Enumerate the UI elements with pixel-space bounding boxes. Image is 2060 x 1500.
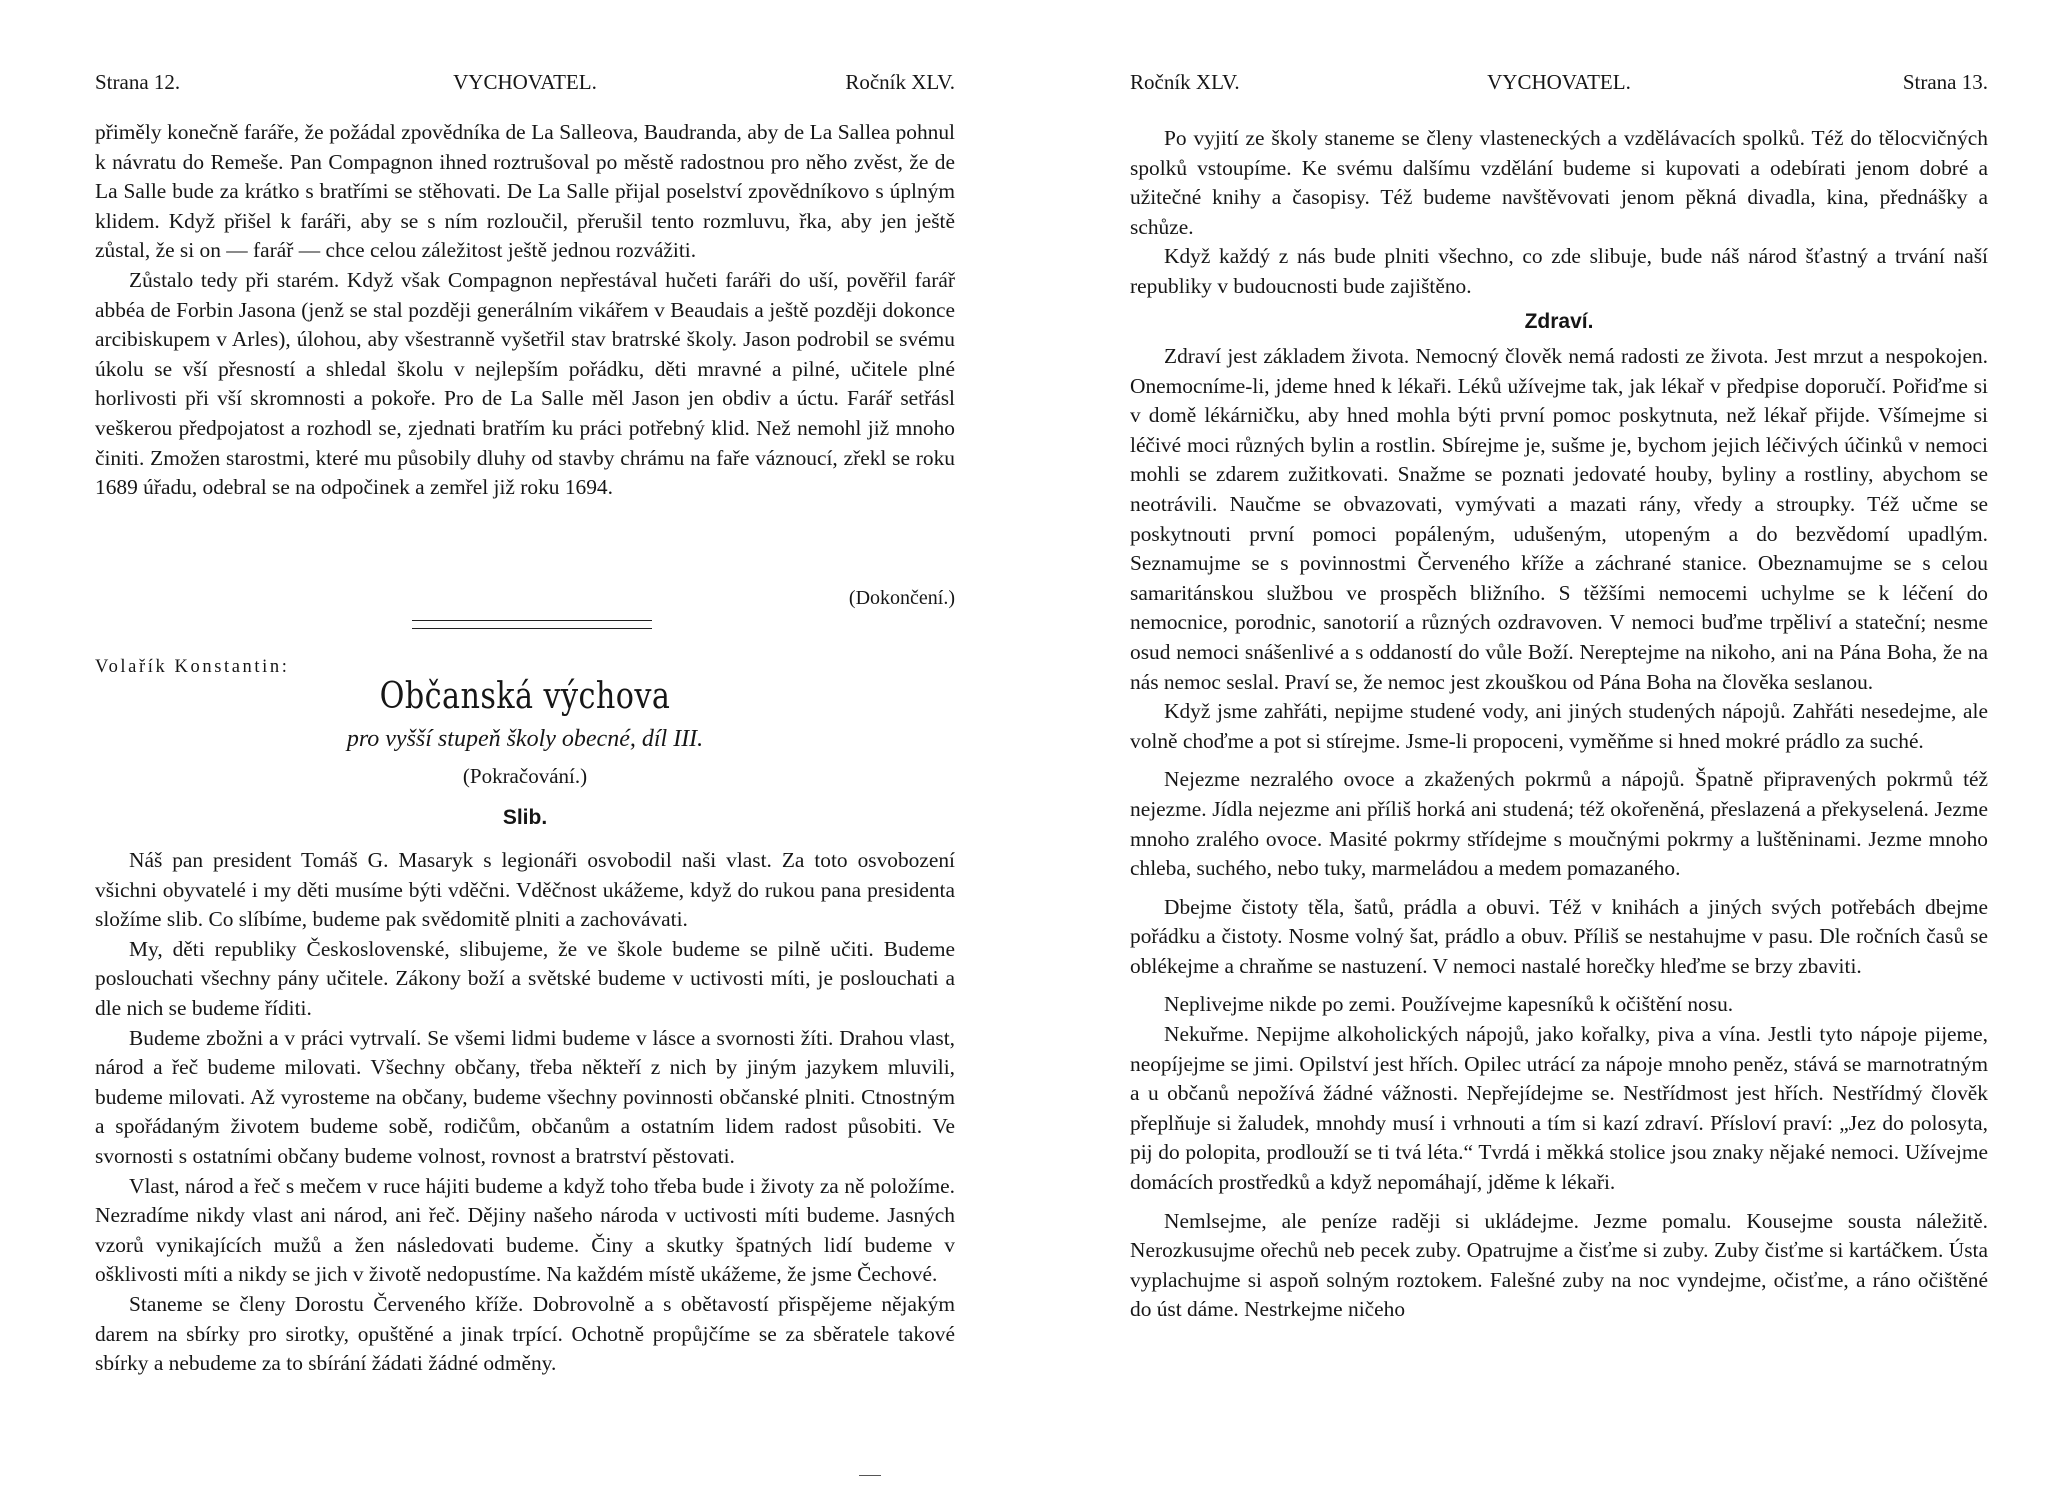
section-title: Slib.: [502, 806, 548, 829]
running-head-right: [1130, 70, 1988, 100]
article-subtitle: pro vyšší stupeň školy obecné, díl III.: [346, 726, 704, 752]
paragraph: My, děti republiky Československé, slibujeme, že ve škole budeme se pilně učiti. Budeme poslouchati všechny pány učitele. Zákony boží a světské budeme v uctivosti míti, je poslouchati a dle nich se budeme říditi.: [95, 936, 955, 1020]
running-head-left: [95, 70, 955, 100]
article-title: Občanská výchova: [379, 676, 671, 717]
slib-section: [95, 846, 955, 1379]
paragraph: Vlast, národ a řeč s mečem v ruce hájiti budeme a když toho třeba bude i životy za ně položíme. Nezradíme nikdy vlast ani národ, ani řeč. Dějiny našeho národa v uctivosti míti budeme. Jasných vzorů vynikajících mužů a žen následovati budeme. Činy a skutky špatných lidí budeme v ošklivosti míti a nikdy se jich v životě nedopustíme. Na každém místě ukážeme, že jsme Čechové.: [95, 1173, 955, 1287]
paragraph: Nejezme nezralého ovoce a zkažených pokrmů a nápojů. Špatně připravených pokrmů též nejezme. Jídla nejezme ani příliš horká ani studená; též okořeněná, přeslazená a překyselená. Jezme mnoho zralého ovoce. Masité pokrmy střídejme s moučnými pokrmy a luštěninami. Jezme mnoho chleba, suchého, nebo tuky, marmeládou a medem pomazaného.: [1130, 767, 1988, 881]
page-number: Strana 12.: [95, 70, 181, 94]
paragraph: Náš pan president Tomáš G. Masaryk s legionáři osvobodil naši vlast. Za toto osvobození všichni obyvatelé i my děti musíme býti vděčni. Vděčnost ukážeme, když do rukou pana presidenta složíme slib. Co slíbíme, budeme pak svědomitě plniti a zachovávati.: [95, 848, 955, 932]
volume-label: Ročník XLV.: [1130, 70, 1240, 94]
volume-label: Ročník XLV.: [845, 70, 955, 94]
paragraph: Když jsme zahřáti, nepijme studené vody, ani jiných studených nápojů. Zahřáti nesedejme, ale volně choďme a pot si stírejme. Jsme-li propoceni, vyměňme si hned mokré prádlo za suché.: [1130, 699, 1988, 753]
paragraph: Nemlsejme, ale peníze raději si ukládejme. Jezme pomalu. Kousejme sousta náležitě. Nerozkusujme ořechů neb pecek zuby. Opatrujme a čisťme si zuby. Zuby čisťme si kartáčkem. Ústa vyplachujme si aspoň solným roztokem. Falešné zuby na noc vyndejme, očisťme, a ráno očištěné do úst dáme. Nestrkejme ničeho: [1130, 1208, 1988, 1322]
paragraph: Nekuřme. Nepijme alkoholických nápojů, jako kořalky, piva a vína. Jestli tyto nápoje pijeme, neopíjejme se jimi. Opilství jest hřích. Opilec utrácí za nápoje mnoho peněz, stává se marnotratným a u občanů nepožívá žádné vážnosti. Nepřejídejme se. Nestřídmost jest hřích. Nestřídmý člověk přeplňuje si žaludek, mnohdy musí i vrhnouti a tím si kazí zdraví. Přísloví praví: „Jez do polosyta, pij do polopita, prodlouží se ti tvá léta.“ Tvrdá i měkká stolice jsou znaky nějaké nemoci. Užívejme domácích prostředků a když nepomáhají, jděme k lékaři.: [1130, 1022, 1988, 1195]
paragraph: Neplivejme nikde po zemi. Používejme kapesníků k očištění nosu.: [1164, 992, 1734, 1017]
paragraph: Po vyjití ze školy staneme se členy vlasteneckých a vzdělávacích spolků. Též do tělocvičných spolků vstoupíme. Ke svému dalšímu vzdělání budeme si kupovati a odebírati jenom dobré a užitečné knihy a časopisy. Též budeme navštěvovati jenom pěkná divadla, kina, přednášky a schůze.: [1130, 126, 1988, 239]
continued-article: [95, 118, 955, 503]
paragraph: Když každý z nás bude plniti všechno, co zde slibuje, bude náš národ šťastný a trvání naší republiky v budoucnosti bude zajištěno.: [1130, 244, 1988, 298]
continuation-note: (Pokračování.): [462, 764, 588, 788]
paragraph: Zdraví jest základem života. Nemocný člověk nemá radosti ze života. Jest mrzut a nespokojen. Onemocníme-li, jdeme hned k lékaři. Léků užívejme tak, jak lékař v předpise doporučí. Pořiďme si v domě lékárničku, aby hned mohla býti první pomoc poskytnuta, než lékař přijde. Všímejme si léčivé moci různých bylin a rostlin. Sbírejme je, sušme je, bychom jejich léčivých účinků v nemoci mohli se zdarem zužitkovati. Snažme se poznati jedovaté houby, byliny a rostliny, abychom se neotrávili. Naučme se obvazovati, vymývati a mazati rány, vředy a stroupky. Též učme se poskytnouti první pomoci popáleným, udušeným, utopeným a do bezvědomí upadlým. Seznamujme se s povinnostmi Červeného kříže a záchrané stanice. Obeznamujme se s celou samaritánskou službou ve prospěch bližního. S těžšími nemocemi uchylme se k léčení do nemocnice, porodnic, sanotorií a různých ozdravoven. V nemoci buďme trpěliví a stateční; nesme osud nemoci snášenlivé a s oddaností do vůle Boží. Nereptejme na nikoho, ani na Pána Boha, že na nás nemoc seslal. Praví se, že nemoc jest zkouškou od Pána Boha na člověka seslanou.: [1130, 344, 1988, 694]
oath-continuation: [1130, 124, 1988, 302]
author-name: Volařík Konstantin:: [95, 657, 290, 677]
paragraph: Zůstalo tedy při starém. Když však Compagnon nepřestával hučeti faráři do uší, pověřil farář abbéa de Forbin Jasona (jenž se stal později generálním vikářem v Beaudais a ještě později dokonce arcibiskupem v Arles), úlohou, aby všestranně vyšetřil stav bratrské školy. Jason podrobil se svému úkolu se vší přesností a shledal školu v nejlepším pořádku, děti mravné a pilné, učitele plné horlivosti při vší skromnosti a pokoře. Pro de La Salle měl Jason jen obdiv a úctu. Farář setřásl veškerou předpojatost a rozhodl se, zjednati bratřím ku práci potřebný klid. Než nemohl již mnoho činiti. Zmožen starostmi, které mu působily dluhy od stavby chrámu na faře váznoucí, zřekl se roku 1689 úřadu, odebral se na odpočinek a zemřel již roku 1694.: [95, 267, 955, 500]
paragraph: Dbejme čistoty těla, šatů, prádla a obuvi. Též v knihách a jiných svých potřebách dbejme pořádku a čistoty. Nosme volný šat, prádlo a obuv. Příliš se nestahujme v pasu. Dle ročních časů se oblékejme a chraňme se nastuzení. V nemoci nastalé horečky hleďme se brzy zbaviti.: [1130, 894, 1988, 978]
print-mark: [859, 1475, 881, 1476]
paragraph: Budeme zbožni a v práci vytrvalí. Se všemi lidmi budeme v lásce a svornosti žíti. Drahou vlast, národ a řeč budeme milovati. Všechny občany, třeba někteří z nich by jiným jazykem mluvili, budeme milovati. Až vyrosteme na občany, budeme všechny povinnosti občanské plniti. Ctnostným a spořádaným životem budeme sobě, rodičům, občanům a ostatním lidem radost působiti. Ve svornosti s ostatními občany budeme volnost, rovnost a bratrství pěstovati.: [95, 1025, 955, 1168]
journal-title: VYCHOVATEL.: [453, 70, 597, 94]
health-section: [1130, 342, 1988, 1325]
page-number: Strana 13.: [1902, 70, 1988, 94]
paragraph: Staneme se členy Dorostu Červeného kříže. Dobrovolně a s obětavostí přispějeme nějakým darem na sbírky pro sirotky, opuštěné a jinak trpící. Ochotně propůjčíme se za sběratele takové sbírky a nebudeme za to sbírání žádati žádné odměny.: [95, 1291, 955, 1376]
right-page: [1130, 0, 1988, 1500]
section-title: Zdraví.: [1524, 310, 1594, 333]
paragraph: přiměly konečně faráře, že požádal zpovědníka de La Salleova, Baudranda, aby de La Sallea pohnul k návratu do Remeše. Pan Compagnon ihned roztrušoval po městě radostnou pro něho zvěst, že de La Salle bude za krátko s bratřími se stěhovati. De La Salle přijal poselství zpovědníkovo s úplným klidem. Když přišel k faráři, aby se s ním rozloučil, přerušil tento rozmluvu, řka, aby jen ještě zůstal, že si on — farář — chce celou záležitost ještě jednou rozvážiti.: [95, 120, 955, 263]
section-divider: [412, 628, 652, 629]
article-ending-note: (Dokončení.): [848, 587, 955, 609]
journal-title: VYCHOVATEL.: [1487, 70, 1631, 94]
section-divider: [412, 620, 652, 621]
left-page: [95, 0, 955, 1500]
